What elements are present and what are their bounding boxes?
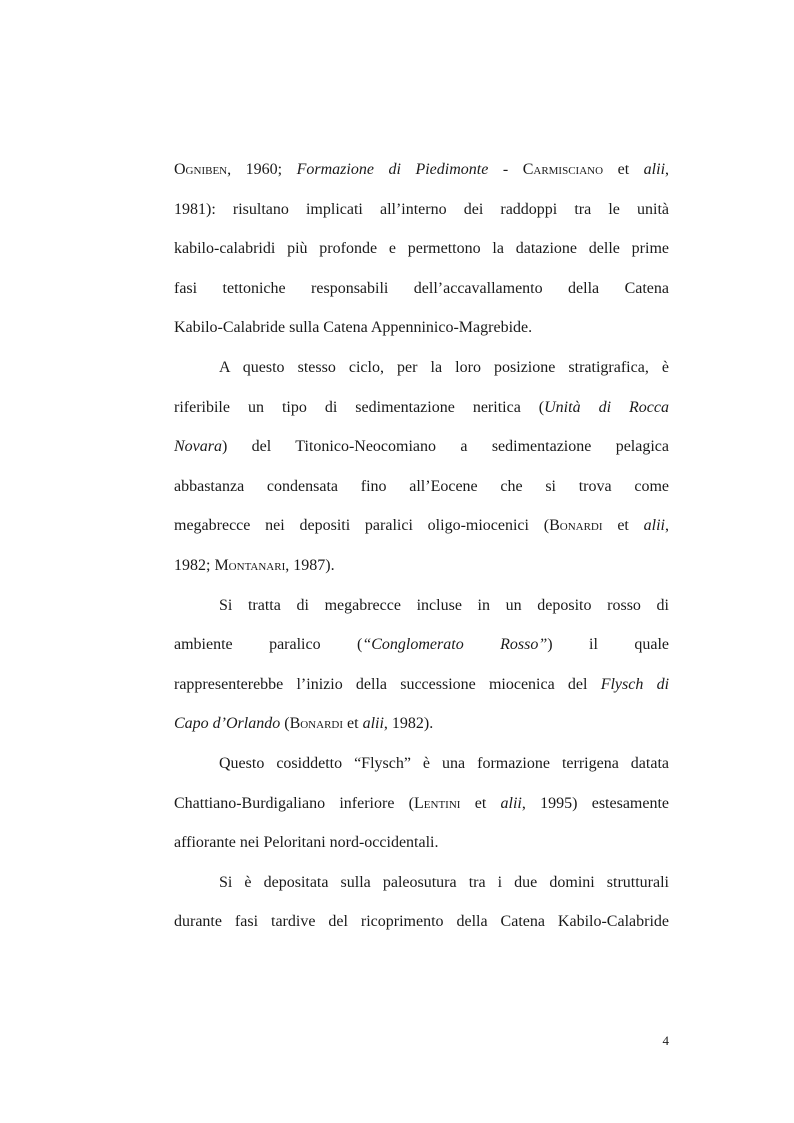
text-run: riferibile un tipo di sedimentazione neritica (	[174, 398, 545, 416]
text-line	[174, 427, 669, 467]
text-run: kabilo-calabridi più profonde e permettono la datazione delle prime	[174, 240, 669, 258]
text-run: ,	[665, 517, 669, 535]
text-run: et	[602, 517, 644, 535]
text-line	[174, 467, 669, 507]
text-run: Si è depositata sulla paleosutura tra i due domini strutturali	[219, 873, 669, 891]
text-run: et	[460, 794, 501, 812]
document-body	[174, 150, 669, 942]
text-line	[174, 586, 669, 626]
text-line	[174, 546, 669, 586]
text-run: durante fasi tardive del ricoprimento della Catena Kabilo-Calabride	[174, 913, 669, 931]
text-run: 1981): risultano implicati all’interno dei raddoppi tra le unità	[174, 200, 669, 218]
italic-text: Flysch di	[600, 675, 670, 693]
text-line	[174, 863, 669, 903]
text-run: A questo stesso ciclo, per la loro posizione stratigrafica, è	[219, 358, 669, 376]
italic-text: Formazione di Piedimonte	[296, 161, 489, 178]
page-number: 4	[662, 1033, 669, 1048]
text-run: megabrecce nei depositi paralici oligo-miocenici (	[174, 517, 550, 535]
text-line	[174, 190, 669, 230]
text-line	[174, 308, 669, 348]
text-run: Questo cosiddetto “Flysch” è una formazione terrigena datata	[219, 754, 669, 772]
text-run: abbastanza condensata fino all’Eocene che si trova come	[174, 477, 669, 495]
italic-text: “Conglomerato Rosso”	[362, 636, 548, 654]
text-run: ) del Titonico-Neocomiano a sedimentazione pelagica	[222, 438, 669, 456]
italic-text: alii	[643, 161, 666, 178]
italic-text: Unità di Rocca	[544, 398, 669, 416]
text-run: -	[488, 161, 523, 178]
text-line	[174, 150, 669, 190]
text-run: ) il quale	[547, 636, 669, 654]
author-name: Lentini	[414, 794, 461, 812]
text-line	[174, 823, 669, 863]
text-line	[174, 625, 669, 665]
text-run: ambiente paralico (	[174, 636, 363, 654]
text-line	[174, 784, 669, 824]
text-run: ,	[665, 161, 670, 178]
text-run: , 1995) estesamente	[521, 794, 670, 812]
italic-text: Capo d’Orlando	[174, 715, 281, 733]
author-name: Bonardi	[549, 517, 603, 535]
italic-text: alii	[500, 794, 522, 812]
author-name: Montanari	[214, 556, 286, 574]
text-line	[174, 902, 669, 942]
text-run: fasi tettoniche responsabili dell’accavallamento della Catena	[174, 279, 669, 297]
author-name: Bonardi	[289, 715, 344, 733]
text-run: (	[280, 715, 290, 733]
text-run: Si tratta di megabrecce incluse in un deposito rosso di	[219, 596, 669, 614]
text-line	[174, 269, 669, 309]
text-line	[174, 506, 669, 546]
text-line	[174, 744, 669, 784]
text-run: , 1982).	[383, 715, 434, 733]
italic-text: alii	[362, 715, 384, 733]
italic-text: alii	[643, 517, 665, 535]
text-line	[174, 704, 669, 744]
text-line	[174, 348, 669, 388]
text-line	[174, 665, 669, 705]
text-run: Chattiano-Burdigaliano inferiore (	[174, 794, 415, 812]
text-run: 1982;	[174, 556, 215, 574]
text-run: rappresenterebbe l’inizio della successione miocenica del	[174, 675, 601, 693]
text-run: , 1987).	[285, 556, 335, 574]
text-line	[174, 229, 669, 269]
author-name: Ogniben	[174, 161, 228, 178]
text-run: Kabilo-Calabride sulla Catena Appenninico-Magrebide.	[174, 319, 533, 337]
italic-text: Novara	[174, 438, 222, 456]
text-run: , 1960;	[227, 161, 297, 178]
text-run: et	[343, 715, 363, 733]
text-run: et	[603, 161, 644, 178]
author-name: Carmisciano	[522, 161, 604, 178]
text-run: affiorante nei Peloritani nord-occidentali.	[174, 834, 439, 852]
text-line	[174, 388, 669, 428]
